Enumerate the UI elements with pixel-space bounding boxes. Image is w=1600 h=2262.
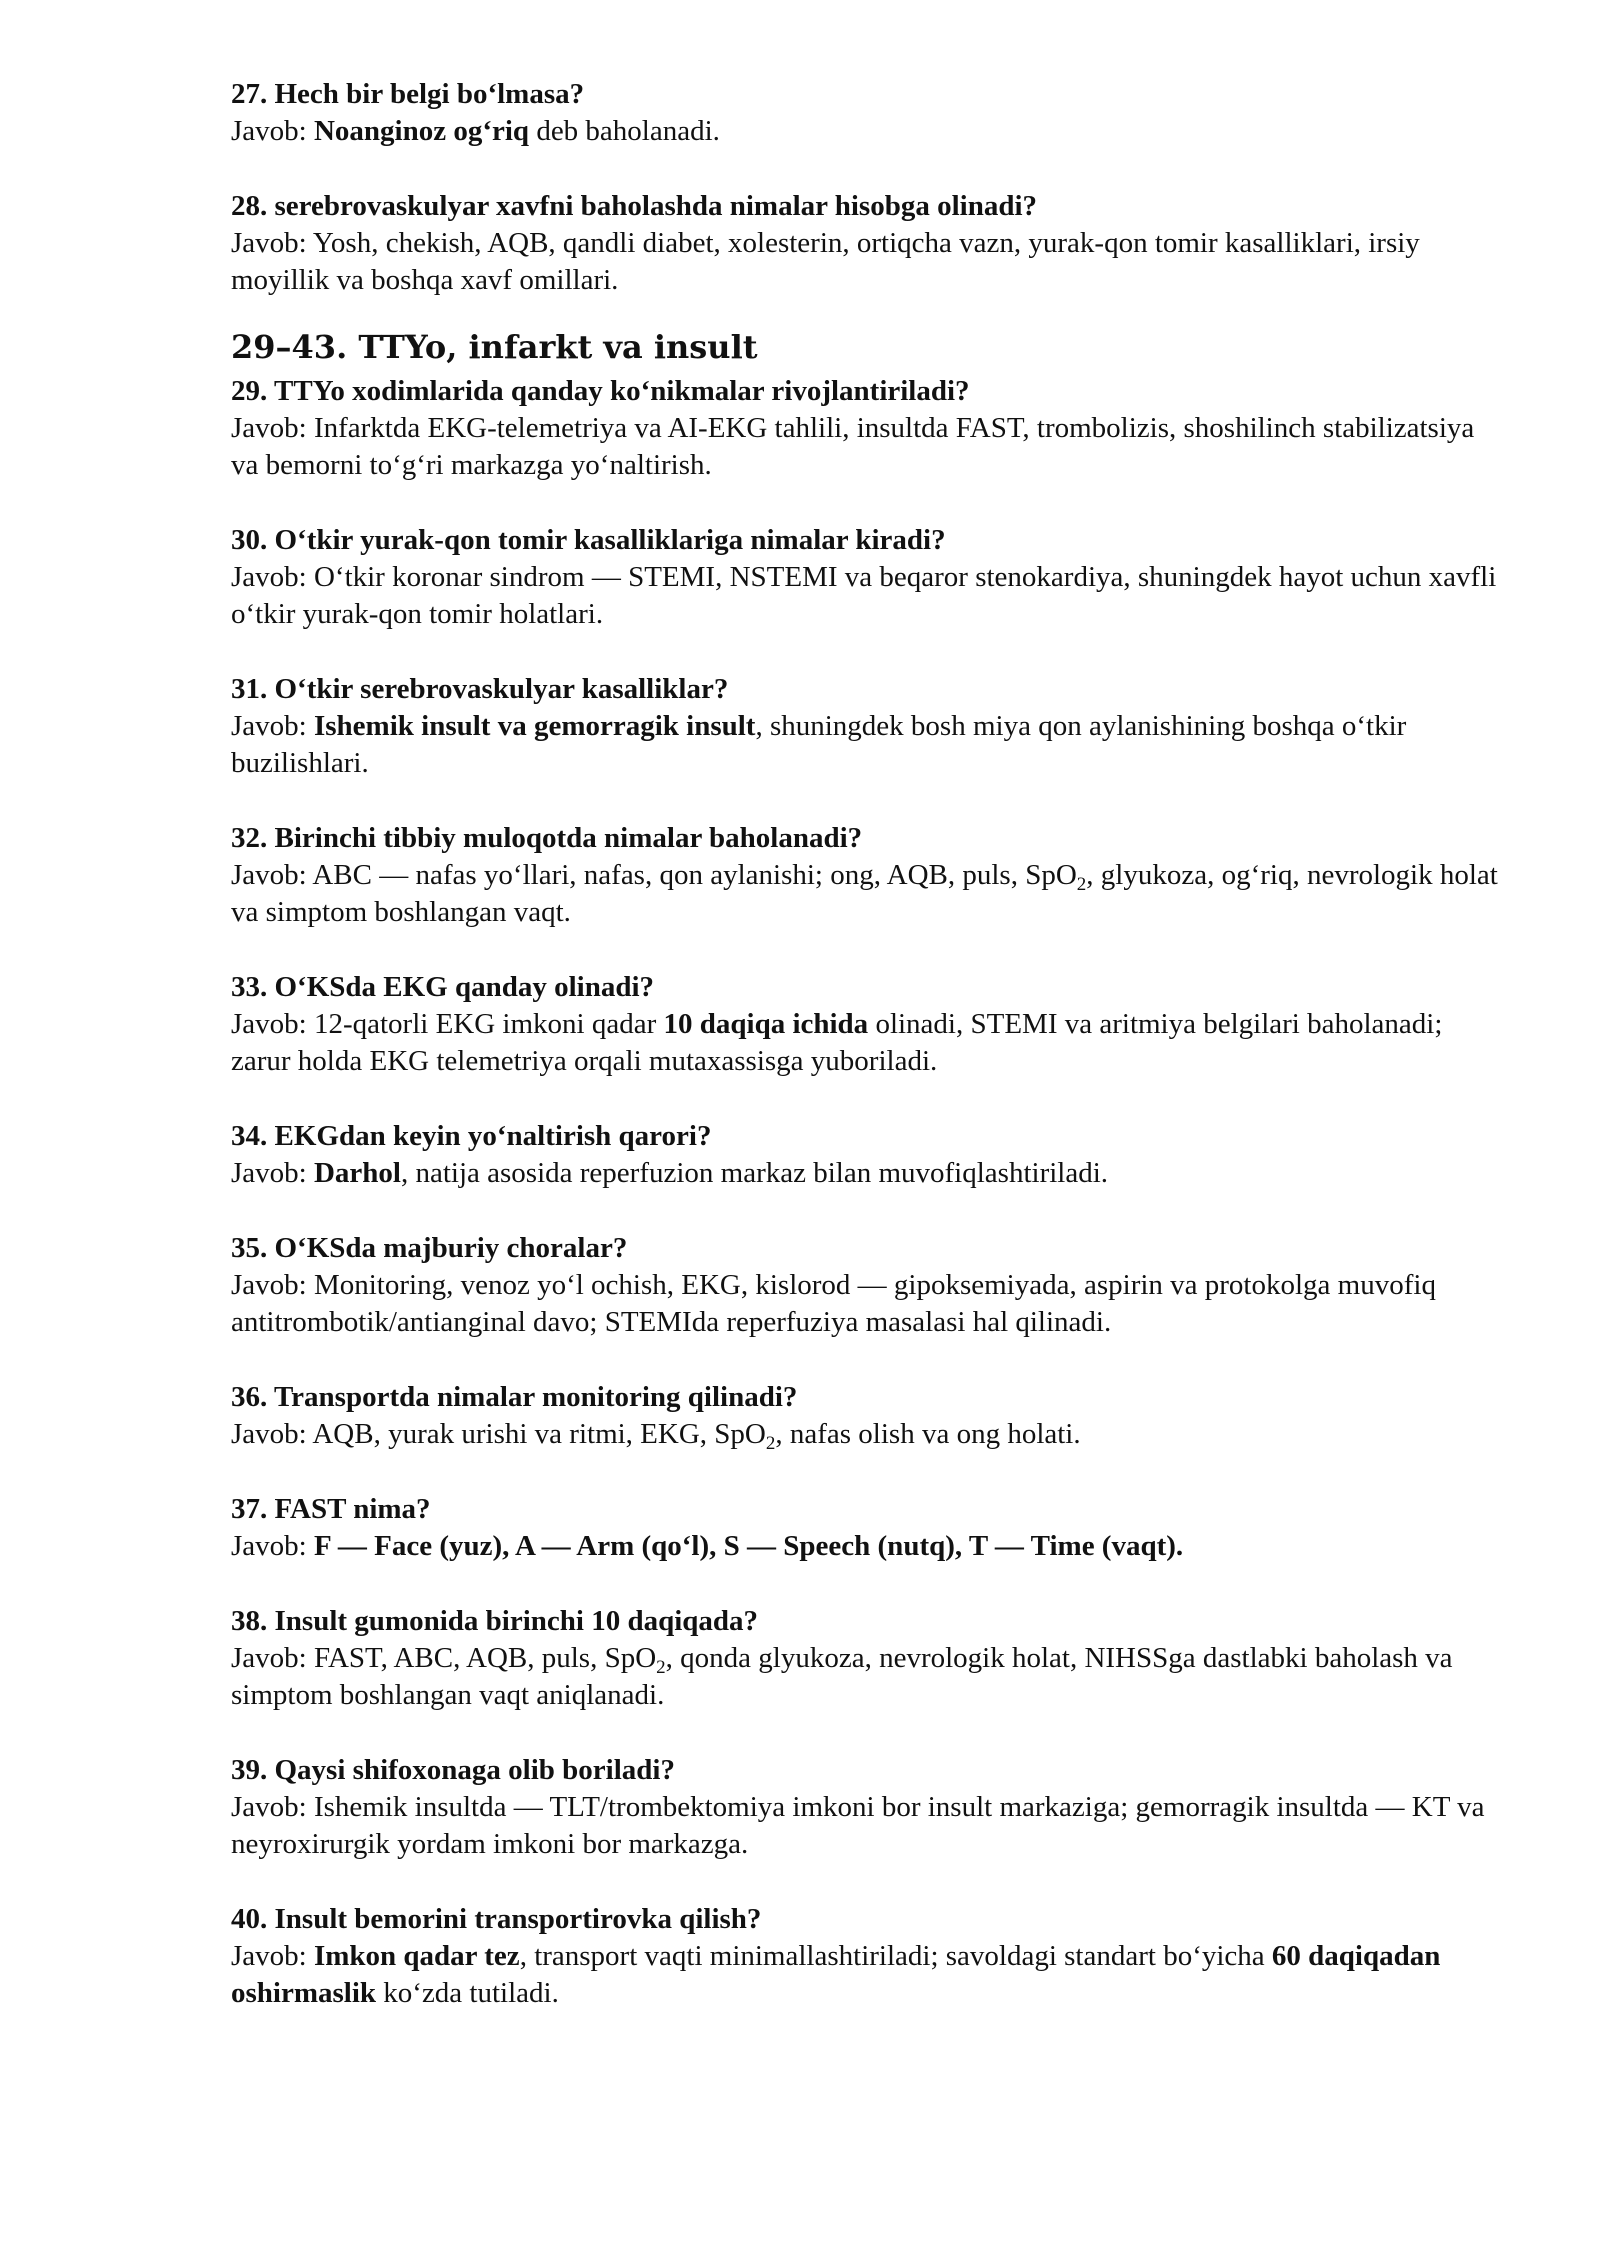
emphasis: Imkon qadar tez <box>313 1940 520 1972</box>
qa-item <box>231 76 1501 150</box>
answer: Javob: Noanginoz ogʻriq deb baholanadi. <box>231 115 720 147</box>
answer: Javob: Darhol, natija asosida reperfuzion markaz bilan muvofiqlashtiriladi. <box>231 1157 1109 1189</box>
question: 29. TTYo xodimlarida qanday koʻnikmalar rivojlantiriladi? <box>231 375 970 407</box>
question: 38. Insult gumonida birinchi 10 daqiqada? <box>231 1605 759 1637</box>
answer: Javob: Oʻtkir koronar sindrom — STEMI, NSTEMI va beqaror stenokardiya, shuningdek hayot uchun xavfli oʻtkir yurak-qon tomir holatlari. <box>231 561 1497 630</box>
qa-item <box>231 820 1501 931</box>
qa-list-section <box>231 373 1501 2012</box>
question: 40. Insult bemorini transportirovka qilish? <box>231 1903 762 1935</box>
answer: Javob: Infarktda EKG-telemetriya va AI-EKG tahlili, insultda FAST, trombolizis, shoshilinch stabilizatsiya va bemorni toʻgʻri markazga yoʻnaltirish. <box>231 412 1475 481</box>
emphasis: Noanginoz ogʻriq <box>313 115 530 147</box>
answer: Javob: 12-qatorli EKG imkoni qadar 10 daqiqa ichida olinadi, STEMI va aritmiya belgilari baholanadi; zarur holda EKG telemetriya orqali mutaxassisga yuboriladi. <box>231 1008 1443 1077</box>
question: 32. Birinchi tibbiy muloqotda nimalar baholanadi? <box>231 822 863 854</box>
question: 30. Oʻtkir yurak-qon tomir kasalliklariga nimalar kiradi? <box>231 524 946 556</box>
qa-item <box>231 1379 1501 1453</box>
question: 34. EKGdan keyin yoʻnaltirish qarori? <box>231 1120 712 1152</box>
emphasis: 10 daqiqa ichida <box>663 1008 869 1040</box>
answer: Javob: ABC — nafas yoʻllari, nafas, qon aylanishi; ong, AQB, puls, SpO$_2$, glyukoza, ogʻriq, nevrologik holat va simptom boshlangan vaqt. <box>231 859 1498 928</box>
question: 36. Transportda nimalar monitoring qilinadi? <box>231 1381 798 1413</box>
question: 39. Qaysi shifoxonaga olib boriladi? <box>231 1754 675 1786</box>
qa-item <box>231 373 1501 484</box>
answer: Javob: Imkon qadar tez, transport vaqti minimallashtiriladi; savoldagi standart boʻyicha 60 daqiqadan oshirmaslik koʻzda tutiladi. <box>231 1940 1441 2009</box>
qa-item <box>231 1901 1501 2012</box>
question: 31. Oʻtkir serebrovaskulyar kasalliklar? <box>231 673 729 705</box>
question: 28. serebrovaskulyar xavfni baholashda nimalar hisobga olinadi? <box>231 190 1038 222</box>
qa-item <box>231 1752 1501 1863</box>
subscript: 2 <box>656 1657 666 1678</box>
answer: Javob: AQB, yurak urishi va ritmi, EKG, SpO$_2$, nafas olish va ong holati. <box>231 1418 1081 1454</box>
answer: Javob: Ishemik insultda — TLT/trombektomiya imkoni bor insult markaziga; gemorragik insultda — KT va neyroxirurgik yordam imkoni bor markazga. <box>231 1791 1485 1860</box>
document-page <box>231 76 1501 2050</box>
qa-item <box>231 522 1501 633</box>
emphasis: F — Face (yuz), A — Arm (qoʻl), S — Speech (nutq), T — Time (vaqt). <box>313 1530 1184 1562</box>
qa-item <box>231 969 1501 1080</box>
question: 35. OʻKSda majburiy choralar? <box>231 1232 628 1264</box>
qa-item <box>231 1230 1501 1341</box>
qa-item <box>231 671 1501 782</box>
qa-item <box>231 1118 1501 1192</box>
emphasis: Ishemik insult va gemorragik insult <box>313 710 756 742</box>
answer: Javob: Ishemik insult va gemorragik insult, shuningdek bosh miya qon aylanishining boshqa oʻtkir buzilishlari. <box>231 710 1407 779</box>
subscript: 2 <box>1076 874 1087 895</box>
answer: Javob: F — Face (yuz), A — Arm (qoʻl), S — Speech (nutq), T — Time (vaqt). <box>231 1530 1184 1562</box>
question: 33. OʻKSda EKG qanday olinadi? <box>231 971 655 1003</box>
qa-item <box>231 1491 1501 1565</box>
question: 37. FAST nima? <box>231 1493 431 1525</box>
answer: Javob: Monitoring, venoz yoʻl ochish, EKG, kislorod — gipoksemiyada, aspirin va protokolga muvofiq antitrombotik/antianginal davo; STEMIda reperfuziya masalasi hal qilinadi. <box>231 1269 1436 1338</box>
qa-item <box>231 188 1501 299</box>
answer: Javob: Yosh, chekish, AQB, qandli diabet, xolesterin, ortiqcha vazn, yurak-qon tomir kasalliklari, irsiy moyillik va boshqa xavf omillari. <box>231 227 1420 296</box>
section-heading: 29–43. TTYo, infarkt va insult <box>231 328 758 366</box>
emphasis: Darhol <box>313 1157 401 1189</box>
subscript: 2 <box>765 1433 776 1454</box>
qa-item <box>231 1603 1501 1714</box>
qa-list-intro <box>231 76 1501 299</box>
question: 27. Hech bir belgi boʻlmasa? <box>231 78 585 110</box>
emphasis: 60 daqiqadan oshirmaslik <box>231 1940 1441 2009</box>
answer: Javob: FAST, ABC, AQB, puls, SpO$_2$, qonda glyukoza, nevrologik holat, NIHSSga dastlabki baholash va simptom boshlangan vaqt aniqlanadi. <box>231 1642 1453 1711</box>
